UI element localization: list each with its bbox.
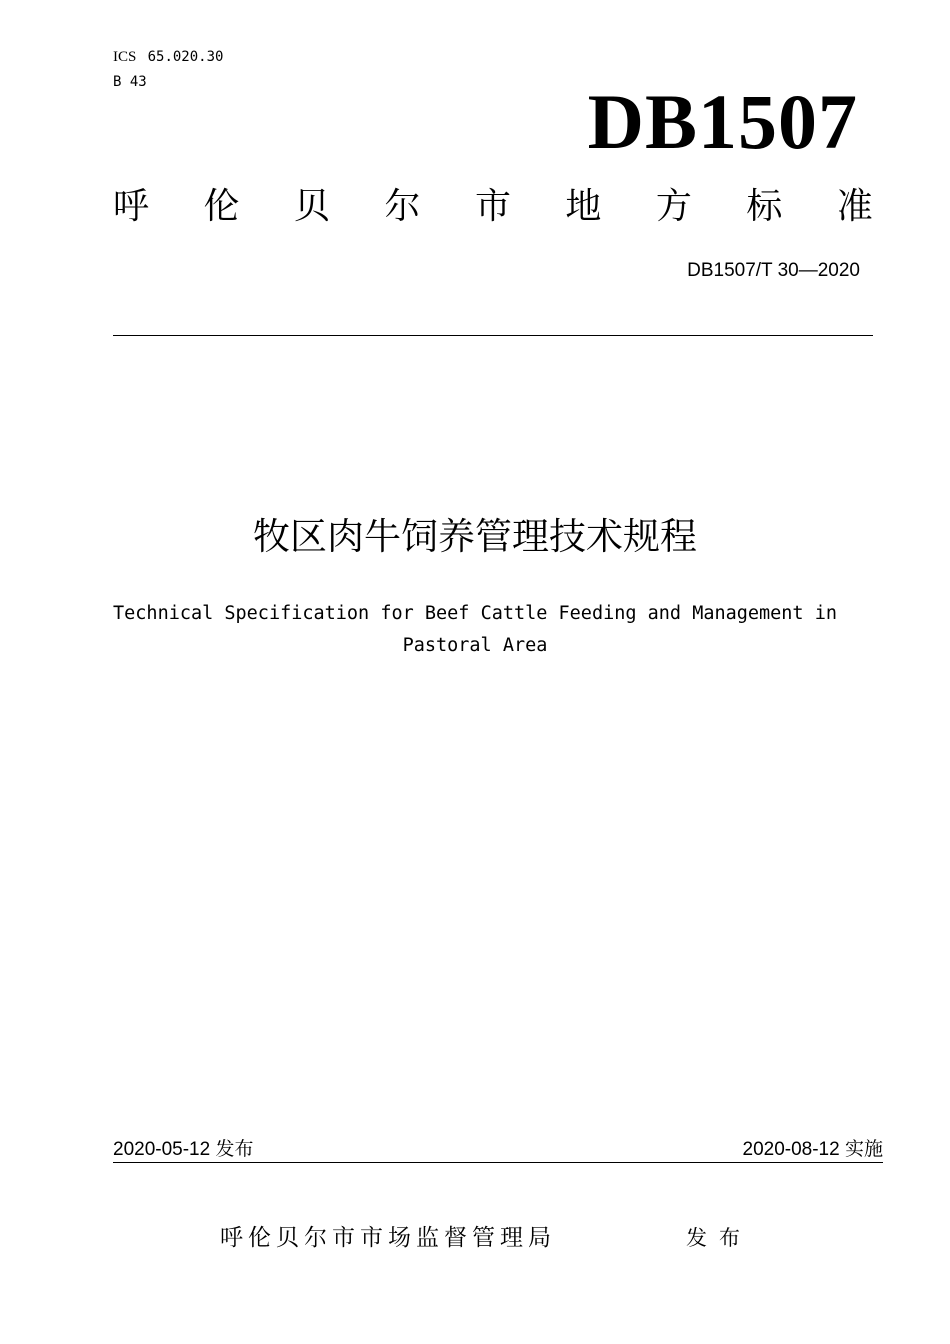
- implement-date: 2020-08-12: [742, 1139, 840, 1160]
- standard-number: DB1507/T 30—2020: [687, 260, 860, 281]
- header-divider: [113, 335, 873, 336]
- document-title-english: Technical Specification for Beef Cattle Feeding and Management in Pastoral Area: [113, 603, 837, 656]
- ics-label: ICS: [113, 49, 137, 65]
- category-char: 尔: [384, 186, 421, 227]
- issue-date-line: [113, 1137, 254, 1162]
- category-char: 贝: [293, 186, 330, 227]
- issue-date-label: 发布: [215, 1138, 254, 1160]
- category-char: 准: [836, 186, 873, 227]
- category-char: 伦: [203, 186, 240, 227]
- category-char: 地: [565, 186, 602, 227]
- ics-code: 65.020.30: [147, 49, 224, 65]
- ccs-classification: [113, 73, 147, 91]
- issue-label: 发布: [686, 1226, 752, 1250]
- ccs-code: B 43: [113, 74, 147, 90]
- issuing-authority: 呼伦贝尔市市场监督管理局: [220, 1225, 556, 1251]
- implement-date-line: [743, 1137, 884, 1162]
- standard-category: [113, 185, 873, 229]
- category-char: 标: [746, 186, 783, 227]
- issue-date: 2020-05-12: [113, 1139, 211, 1160]
- footer-divider: [113, 1162, 883, 1163]
- standard-code: DB1507: [587, 78, 858, 165]
- implement-date-label: 实施: [844, 1138, 883, 1160]
- ics-classification: [113, 48, 223, 66]
- category-char: 市: [474, 186, 511, 227]
- document-title-chinese: 牧区肉牛饲养管理技术规程: [253, 515, 697, 558]
- category-char: 呼: [113, 186, 150, 227]
- category-char: 方: [655, 186, 692, 227]
